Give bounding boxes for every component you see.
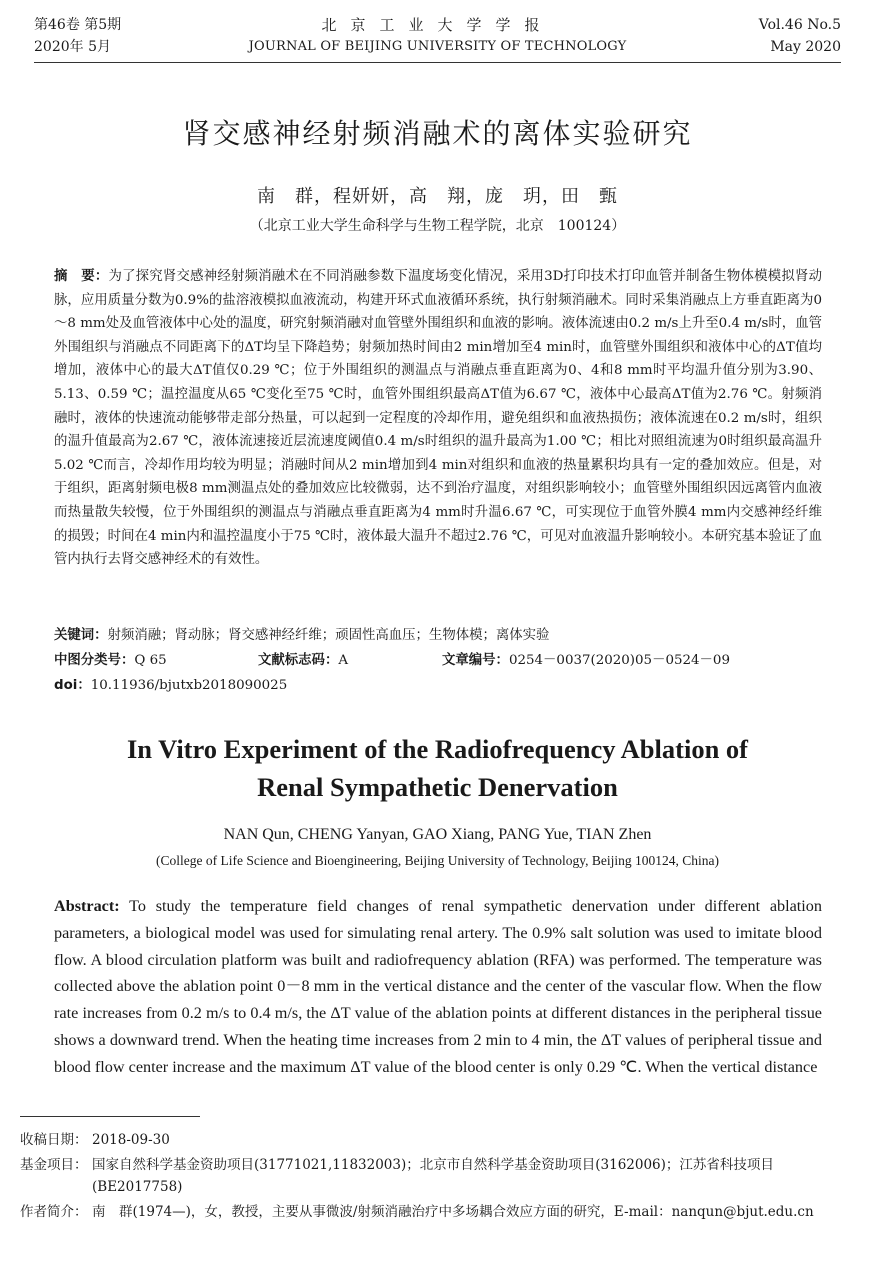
fund-label: 基金项目： (20, 1157, 88, 1173)
doi-value: 10.11936/bjutxb2018090025 (90, 678, 288, 693)
received-label: 收稿日期： (20, 1132, 88, 1148)
abstract-label-en: Abstract: (54, 897, 120, 915)
clc-value: Q 65 (134, 653, 167, 668)
title-en-line-1: In Vitro Experiment of the Radiofrequency Ablation of (126, 734, 749, 764)
volume-issue-cn: 第46卷 第5期 (34, 17, 122, 33)
classification-row (54, 650, 822, 672)
keywords-cn (54, 625, 822, 647)
article-title-cn: 肾交感神经射频消融术的离体实验研究 (182, 117, 693, 150)
received-value: 2018-09-30 (92, 1132, 170, 1148)
abstract-en (54, 893, 822, 1081)
doc-code-value: A (338, 653, 349, 668)
article-no-value: 0254－0037(2020)05－0524－09 (508, 653, 730, 668)
journal-name-cn: 北京工业大学学报 (321, 16, 554, 34)
fund-value: 国家自然科学基金资助项目(31771021,11832003)；北京市自然科学基金资助项目(3162006)；江苏省科技项目(BE2017758) (92, 1157, 774, 1195)
abstract-text-en: To study the temperature field changes of renal sympathetic denervation under different ablation parameters, a biological model was used for simulating renal artery. The 0.9% salt solution was used to imitate blood flow. A blood circulation platform was built and radiofrequency ablation (RFA) was performed. The temperature was collected above the ablation point 0－8 mm in the vertical distance and the center of the vascular flow. When the flow rate increases from 0.2 m/s to 0.4 m/s, the ΔT value of the ablation points at different distances in the peripheral tissue shows a downward trend. When the heating time increases from 2 min to 4 min, the ΔT values of peripheral tissue and blood flow center increase and the maximum ΔT value of the blood center is only 0.29 ℃. When the vertical distance (54, 897, 822, 1076)
journal-name-en: JOURNAL OF BEIJING UNIVERSITY OF TECHNOLOGY (248, 39, 627, 54)
header-center (0, 14, 875, 58)
keywords-text-cn: 射频消融；肾动脉；肾交感神经纤维；顽固性高血压；生物体模；离体实验 (107, 628, 550, 643)
footnote-funding (20, 1154, 860, 1198)
author-bio-value: 南 群(1974—)，女，教授，主要从事微波/射频消融治疗中多场耦合效应方面的研究，E-mail：nanqun@bjut.edu.cn (92, 1204, 814, 1220)
doi (54, 675, 287, 697)
date-en: May 2020 (770, 39, 841, 55)
affiliation-en: (College of Life Science and Bioengineering, Beijing University of Technology, Beijing 100124, China) (156, 853, 719, 868)
doi-label: doi： (54, 678, 91, 693)
article-title-en (0, 730, 875, 806)
article-number (442, 650, 730, 672)
abstract-cn (54, 265, 822, 572)
article-no-label: 文章编号： (442, 653, 509, 668)
authors-cn: 南 群，程妍妍，高 翔，庞 玥，田 甄 (257, 186, 618, 207)
abstract-text-cn: 为了探究肾交感神经射频消融术在不同消融参数下温度场变化情况，采用3D打印技术打印血管并制备生物体模模拟肾动脉，应用质量分数为0.9%的盐溶液模拟血液流动，构建开环式血液循环系统，执行射频消融术。同时采集消融点上方垂直距离为0～8 mm处及血管液体中心处的温度，研究射频消融对血管壁外围组织和血液的影响。液体流速由0.2 m/s上升至0.4 m/s时，血管外围组织与消融点不同距离下的ΔT均呈下降趋势；射频加热时间由2 min增加至4 min时，血管壁外围组织和液体中心的ΔT值均增加，液体中心的最大ΔT值仅0.29 ℃；位于外围组织的测温点与消融点垂直距离为0、4和8 mm时平均温升值分别为3.90、5.13、0.59 ℃；温控温度从65 ℃变化至75 ℃时，血管外围组织最高ΔT值为6.67 ℃，液体中心最高ΔT值为2.76 ℃。射频消融时，液体的快速流动能够带走部分热量，可以起到一定程度的冷却作用，避免组织和血液热损伤；液体流速在0.2 m/s时，组织的温升值最高为2.67 ℃，液体流速接近层流速度阈值0.4 m/s时组织的温升最高为1.00 ℃；相比对照组流速为0时组织最高温升5.02 ℃而言，冷却作用均较为明显；消融时间从2 min增加到4 min对组织和血液的热量累积均具有一定的叠加效应。但是，对于组织，距离射频电极8 mm测温点处的叠加效应比较微弱，达不到治疗温度，对组织影响较小；血管壁外围组织因远离管内血液而热量散失较慢，位于外围组织的测温点与消融点垂直距离为4 mm时升温6.67 ℃，可实现位于血管外膜4 mm内交感神经纤维的损毁；时间在4 min内和温控温度小于75 ℃时，液体最大温升不超过2.76 ℃，可见对血液温升影响较小。本研究基本验证了血管内执行去肾交感神经术的有效性。 (54, 269, 822, 568)
header-divider (34, 62, 841, 63)
header-right (759, 14, 841, 58)
affiliation-cn: （北京工业大学生命科学与生物工程学院，北京 100124） (249, 218, 626, 234)
footnote-author-bio (20, 1201, 860, 1223)
clc-label: 中图分类号： (54, 653, 135, 668)
date-cn: 2020年 5月 (34, 39, 111, 55)
author-bio-label: 作者简介： (20, 1204, 88, 1220)
footnote-divider (20, 1116, 200, 1117)
keywords-label-cn: 关键词： (54, 628, 108, 643)
document-code (258, 650, 348, 672)
abstract-label-cn: 摘 要： (54, 269, 109, 284)
clc-number (54, 650, 167, 672)
title-en-line-2: Renal Sympathetic Denervation (257, 772, 618, 802)
doc-code-label: 文献标志码： (258, 653, 339, 668)
footnote-received (20, 1129, 860, 1151)
authors-en: NAN Qun, CHENG Yanyan, GAO Xiang, PANG Yue, TIAN Zhen (223, 826, 652, 843)
volume-issue-en: Vol.46 No.5 (758, 17, 841, 33)
